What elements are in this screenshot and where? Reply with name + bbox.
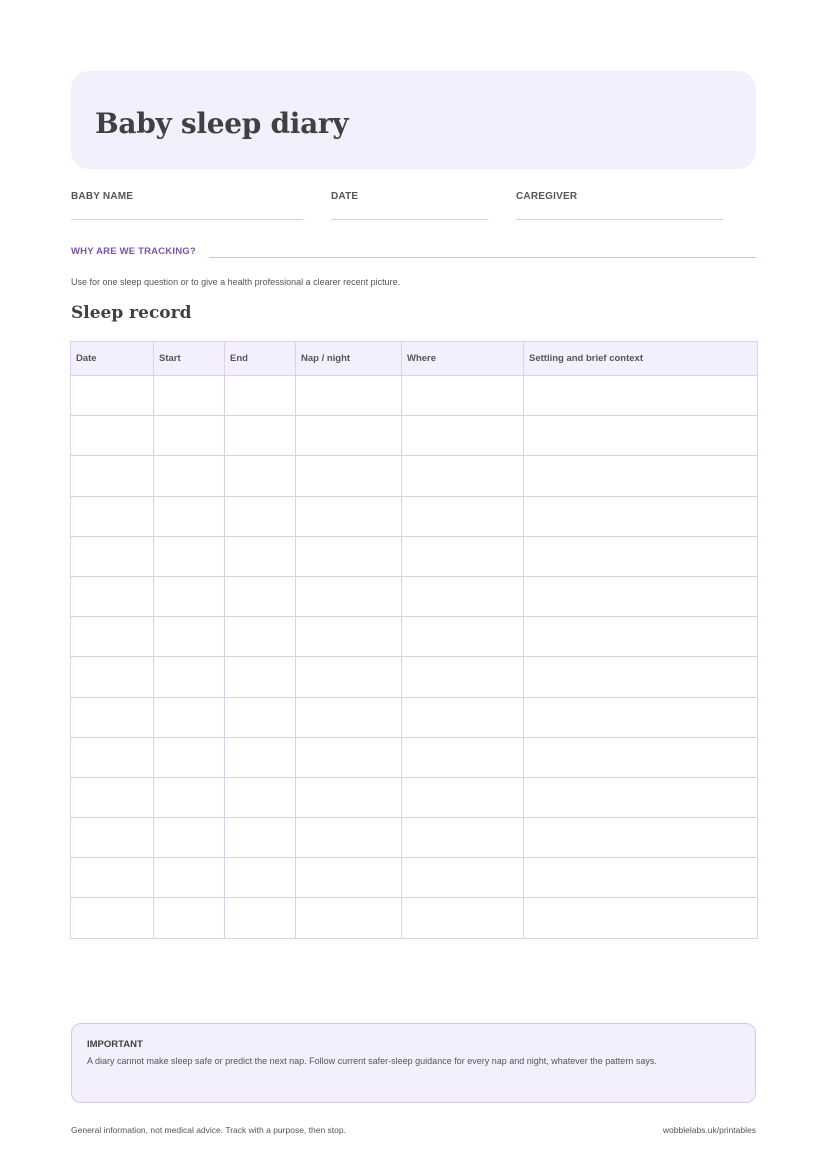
table-cell[interactable] xyxy=(154,697,225,737)
table-cell[interactable] xyxy=(402,737,524,777)
table-cell[interactable] xyxy=(154,777,225,817)
table-header-row xyxy=(71,342,758,376)
table-cell[interactable] xyxy=(225,536,296,576)
table-cell[interactable] xyxy=(296,818,402,858)
table-cell[interactable] xyxy=(524,536,758,576)
column-header-nap-night: Nap / night xyxy=(296,342,402,376)
table-cell[interactable] xyxy=(154,818,225,858)
table-row xyxy=(71,898,758,938)
table-cell[interactable] xyxy=(71,376,154,416)
table-cell[interactable] xyxy=(402,617,524,657)
page-title: Baby sleep diary xyxy=(95,107,349,140)
important-heading: IMPORTANT xyxy=(87,1039,143,1050)
table-row xyxy=(71,858,758,898)
table-cell[interactable] xyxy=(154,376,225,416)
table-cell[interactable] xyxy=(225,576,296,616)
table-row xyxy=(71,496,758,536)
table-cell[interactable] xyxy=(296,697,402,737)
footer-link[interactable]: wobblelabs.uk/printables xyxy=(662,1125,756,1135)
table-cell[interactable] xyxy=(524,376,758,416)
table-cell[interactable] xyxy=(71,576,154,616)
table-row xyxy=(71,617,758,657)
table-cell[interactable] xyxy=(402,576,524,616)
table-cell[interactable] xyxy=(524,818,758,858)
table-cell[interactable] xyxy=(524,416,758,456)
table-cell[interactable] xyxy=(71,536,154,576)
table-cell[interactable] xyxy=(71,858,154,898)
table-cell[interactable] xyxy=(524,496,758,536)
table-cell[interactable] xyxy=(154,496,225,536)
table-cell[interactable] xyxy=(296,737,402,777)
table-cell[interactable] xyxy=(402,898,524,938)
table-cell[interactable] xyxy=(524,858,758,898)
table-row xyxy=(71,777,758,817)
date-label: DATE xyxy=(331,191,359,202)
table-cell[interactable] xyxy=(296,376,402,416)
table-cell[interactable] xyxy=(402,536,524,576)
table-cell[interactable] xyxy=(71,818,154,858)
table-cell[interactable] xyxy=(402,456,524,496)
table-cell[interactable] xyxy=(296,536,402,576)
sleep-record-table xyxy=(70,341,758,939)
table-cell[interactable] xyxy=(296,496,402,536)
table-cell[interactable] xyxy=(296,657,402,697)
table-cell[interactable] xyxy=(402,657,524,697)
table-cell[interactable] xyxy=(524,456,758,496)
table-row xyxy=(71,576,758,616)
title-banner xyxy=(71,71,756,169)
table-cell[interactable] xyxy=(402,858,524,898)
table-row xyxy=(71,697,758,737)
table-cell[interactable] xyxy=(154,416,225,456)
table-cell[interactable] xyxy=(154,898,225,938)
table-cell[interactable] xyxy=(296,858,402,898)
table-cell[interactable] xyxy=(71,697,154,737)
table-cell[interactable] xyxy=(225,657,296,697)
footer-disclaimer: General information, not medical advice. Track with a purpose, then stop. xyxy=(71,1125,346,1135)
tracking-label: WHY ARE WE TRACKING? xyxy=(71,246,196,257)
table-row xyxy=(71,737,758,777)
table-cell[interactable] xyxy=(225,376,296,416)
table-cell[interactable] xyxy=(524,898,758,938)
table-cell[interactable] xyxy=(296,898,402,938)
table-cell[interactable] xyxy=(524,617,758,657)
table-cell[interactable] xyxy=(296,576,402,616)
important-text: A diary cannot make sleep safe or predict the next nap. Follow current safer-sleep guidance for every nap and night, whatever the pattern says. xyxy=(87,1056,657,1066)
column-header-start: Start xyxy=(154,342,225,376)
table-cell[interactable] xyxy=(225,777,296,817)
table-row xyxy=(71,456,758,496)
table-cell[interactable] xyxy=(225,737,296,777)
table-cell[interactable] xyxy=(225,697,296,737)
table-cell[interactable] xyxy=(225,416,296,456)
table-cell[interactable] xyxy=(71,898,154,938)
table-body xyxy=(71,376,758,939)
table-row xyxy=(71,536,758,576)
table-cell[interactable] xyxy=(154,456,225,496)
table-cell[interactable] xyxy=(524,576,758,616)
table-cell[interactable] xyxy=(71,657,154,697)
intro-note: Use for one sleep question or to give a health professional a clearer recent picture. xyxy=(71,277,401,287)
column-header-date: Date xyxy=(71,342,154,376)
table-cell[interactable] xyxy=(225,898,296,938)
baby-name-field[interactable] xyxy=(71,191,303,202)
table-cell[interactable] xyxy=(225,496,296,536)
table-cell[interactable] xyxy=(154,657,225,697)
table-cell[interactable] xyxy=(154,536,225,576)
table-cell[interactable] xyxy=(296,617,402,657)
table-cell[interactable] xyxy=(225,858,296,898)
caregiver-label: CAREGIVER xyxy=(516,191,578,202)
table-cell[interactable] xyxy=(154,737,225,777)
table-cell[interactable] xyxy=(524,697,758,737)
baby-name-label: BABY NAME xyxy=(71,191,134,202)
table-cell[interactable] xyxy=(154,576,225,616)
table-cell[interactable] xyxy=(402,697,524,737)
table-cell[interactable] xyxy=(71,737,154,777)
table-cell[interactable] xyxy=(296,416,402,456)
table-row xyxy=(71,416,758,456)
table-cell[interactable] xyxy=(296,456,402,496)
table-cell[interactable] xyxy=(402,818,524,858)
section-title: Sleep record xyxy=(71,303,192,323)
table-cell[interactable] xyxy=(71,416,154,456)
caregiver-field[interactable] xyxy=(516,191,723,202)
table-row xyxy=(71,376,758,416)
table-cell[interactable] xyxy=(71,496,154,536)
date-field[interactable] xyxy=(331,191,488,202)
important-notice xyxy=(71,1023,756,1103)
tracking-input-line[interactable] xyxy=(209,257,756,258)
table-cell[interactable] xyxy=(154,858,225,898)
table-row xyxy=(71,818,758,858)
table-cell[interactable] xyxy=(296,777,402,817)
table-cell[interactable] xyxy=(402,496,524,536)
column-header-settling: Settling and brief context xyxy=(524,342,758,376)
column-header-where: Where xyxy=(402,342,524,376)
column-header-end: End xyxy=(225,342,296,376)
date-line xyxy=(331,219,488,220)
table-cell[interactable] xyxy=(225,456,296,496)
table-cell[interactable] xyxy=(71,777,154,817)
baby-name-line xyxy=(71,219,303,220)
table-cell[interactable] xyxy=(402,777,524,817)
table-cell[interactable] xyxy=(154,617,225,657)
table-cell[interactable] xyxy=(524,737,758,777)
table-cell[interactable] xyxy=(524,777,758,817)
table-cell[interactable] xyxy=(225,617,296,657)
table-cell[interactable] xyxy=(71,456,154,496)
table-cell[interactable] xyxy=(524,657,758,697)
table-cell[interactable] xyxy=(402,376,524,416)
table-row xyxy=(71,657,758,697)
table-cell[interactable] xyxy=(71,617,154,657)
caregiver-line xyxy=(516,219,723,220)
table-cell[interactable] xyxy=(225,818,296,858)
table-cell[interactable] xyxy=(402,416,524,456)
